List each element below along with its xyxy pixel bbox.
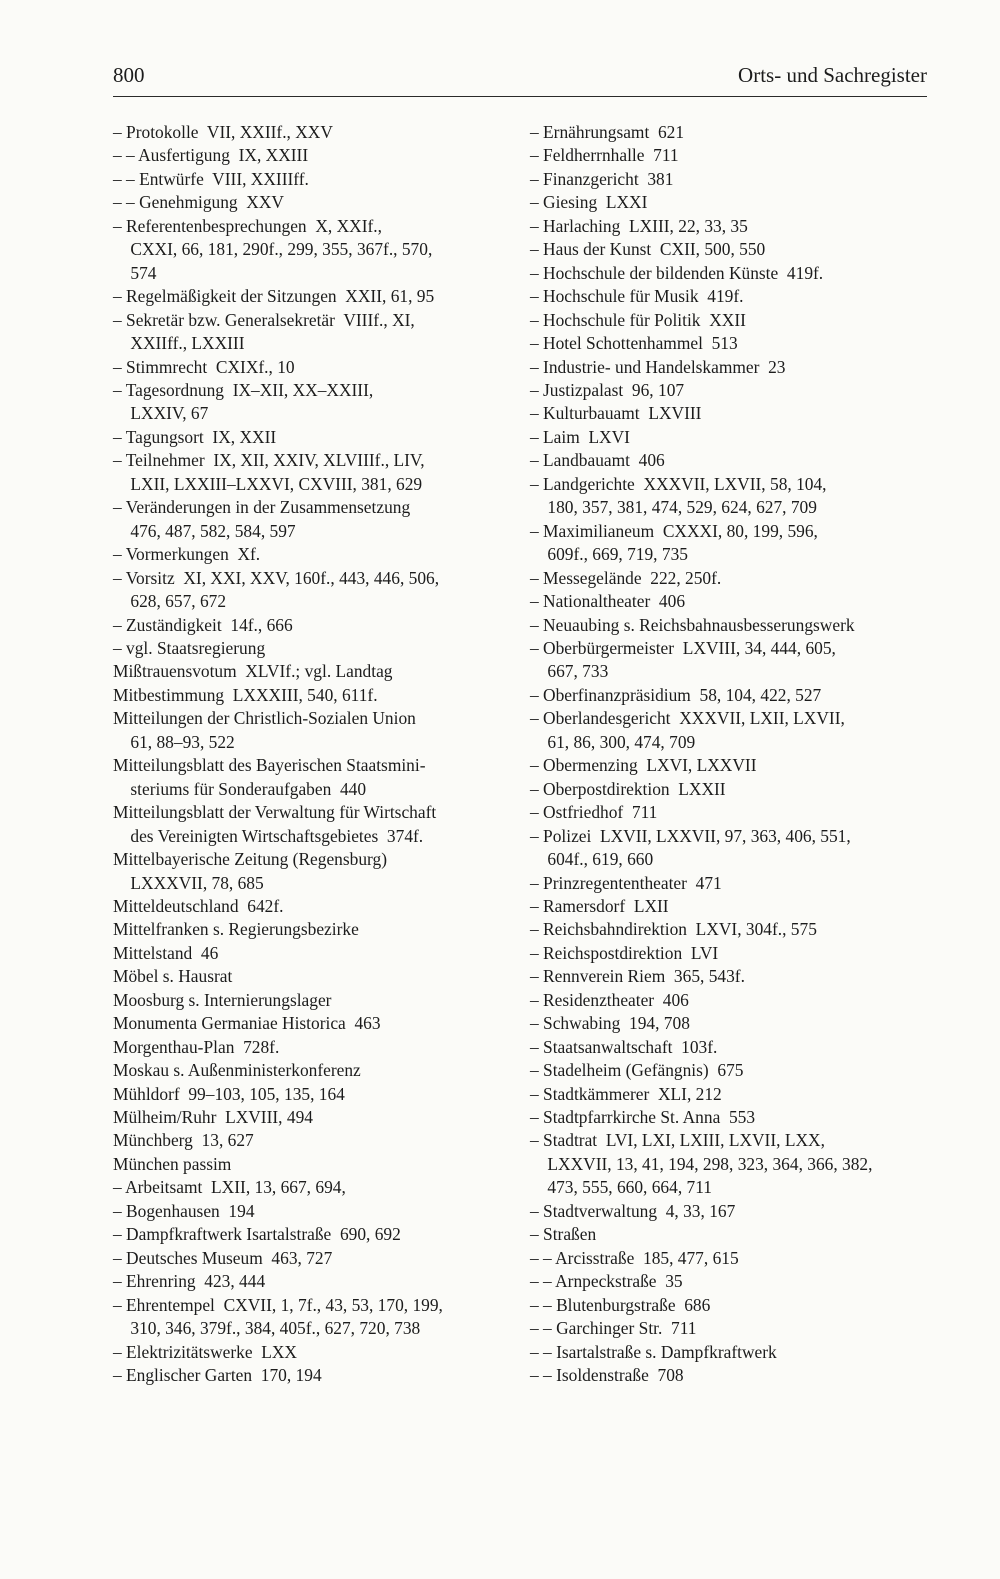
- index-line: – – Genehmigung XXV: [113, 192, 284, 213]
- page-header: [113, 58, 927, 97]
- index-line: – Stadtpfarrkirche St. Anna 553: [530, 1107, 756, 1128]
- index-line: Mittelbayerische Zeitung (Regensburg): [113, 849, 387, 870]
- index-line: – Messegelände 222, 250f.: [530, 567, 722, 588]
- index-line: Mißtrauensvotum XLVIf.; vgl. Landtag: [113, 661, 393, 682]
- index-line: LXXIV, 67: [113, 403, 209, 424]
- index-line: Mühldorf 99–103, 105, 135, 164: [113, 1083, 345, 1104]
- index-line: – – Arcisstraße 185, 477, 615: [530, 1247, 739, 1268]
- index-line: Münchberg 13, 627: [113, 1130, 254, 1151]
- index-line: – Oberfinanzpräsidium 58, 104, 422, 527: [530, 684, 822, 705]
- index-line: – Harlaching LXIII, 22, 33, 35: [530, 215, 748, 236]
- index-line: steriums für Sonderaufgaben 440: [113, 778, 367, 799]
- index-line: – Landgerichte XXXVII, LXVII, 58, 104,: [530, 473, 827, 494]
- index-line: – Sekretär bzw. Generalsekretär VIIIf., XI,: [113, 309, 415, 330]
- index-line: – Teilnehmer IX, XII, XXIV, XLVIIIf., LIV,: [113, 450, 425, 471]
- index-line: 180, 357, 381, 474, 529, 624, 627, 709: [530, 497, 817, 518]
- index-line: – Oberbürgermeister LXVIII, 34, 444, 605,: [530, 637, 836, 658]
- index-line: – Giesing LXXI: [530, 192, 648, 213]
- index-line: 61, 88–93, 522: [113, 731, 235, 752]
- index-line: – Regelmäßigkeit der Sitzungen XXII, 61, 95: [113, 286, 435, 307]
- index-line: – Dampfkraftwerk Isartalstraße 690, 692: [113, 1224, 401, 1245]
- index-line: 628, 657, 672: [113, 591, 227, 612]
- index-line: – Staatsanwaltschaft 103f.: [530, 1036, 718, 1057]
- index-line: 604f., 619, 660: [530, 849, 654, 870]
- index-line: – Hochschule für Politik XXII: [530, 309, 746, 330]
- index-column-right: [530, 121, 930, 1387]
- index-line: – Stadtkämmerer XLI, 212: [530, 1083, 722, 1104]
- index-line: Mitteldeutschland 642f.: [113, 895, 284, 916]
- index-line: LXII, LXXIII–LXXVI, CXVIII, 381, 629: [113, 473, 423, 494]
- index-line: Moosburg s. Internierungslager: [113, 989, 332, 1010]
- index-line: – Hochschule für Musik 419f.: [530, 286, 744, 307]
- index-line: – – Isoldenstraße 708: [530, 1365, 684, 1386]
- index-line: – – Entwürfe VIII, XXIIIff.: [113, 168, 309, 189]
- index-line: – Deutsches Museum 463, 727: [113, 1247, 333, 1268]
- index-line: – Reichsbahndirektion LXVI, 304f., 575: [530, 919, 817, 940]
- index-line: – Maximilianeum CXXXI, 80, 199, 596,: [530, 520, 818, 541]
- index-line: XXIIff., LXXIII: [113, 333, 245, 354]
- index-line: 310, 346, 379f., 384, 405f., 627, 720, 738: [113, 1318, 421, 1339]
- index-line: – Stimmrecht CXIXf., 10: [113, 356, 295, 377]
- index-line: 667, 733: [530, 661, 609, 682]
- index-line: – Hotel Schottenhammel 513: [530, 333, 738, 354]
- index-line: LXXVII, 13, 41, 194, 298, 323, 364, 366, 382,: [530, 1153, 873, 1174]
- index-line: – – Arnpeckstraße 35: [530, 1271, 683, 1292]
- index-line: 473, 555, 660, 664, 711: [530, 1177, 712, 1198]
- index-line: – Finanzgericht 381: [530, 168, 674, 189]
- index-line: Mittelstand 46: [113, 942, 219, 963]
- index-line: – Ehrentempel CXVII, 1, 7f., 43, 53, 170, 199,: [113, 1294, 443, 1315]
- index-line: – Obermenzing LXVI, LXXVII: [530, 755, 757, 776]
- index-line: Mülheim/Ruhr LXVIII, 494: [113, 1107, 313, 1128]
- index-line: 476, 487, 582, 584, 597: [113, 520, 296, 541]
- index-line: – Kulturbauamt LXVIII: [530, 403, 702, 424]
- index-line: – Residenztheater 406: [530, 989, 689, 1010]
- index-line: Moskau s. Außenministerkonferenz: [113, 1060, 361, 1081]
- index-line: – Arbeitsamt LXII, 13, 667, 694,: [113, 1177, 346, 1198]
- index-line: 574: [113, 262, 157, 283]
- index-line: 61, 86, 300, 474, 709: [530, 731, 696, 752]
- index-line: 609f., 669, 719, 735: [530, 544, 688, 565]
- index-line: Mitbestimmung LXXXIII, 540, 611f.: [113, 684, 378, 705]
- index-line: – Protokolle VII, XXIIf., XXV: [113, 122, 333, 142]
- index-line: – Stadtrat LVI, LXI, LXIII, LXVII, LXX,: [530, 1130, 825, 1151]
- index-line: München passim: [113, 1153, 232, 1174]
- index-line: – Rennverein Riem 365, 543f.: [530, 966, 745, 987]
- index-line: – – Ausfertigung IX, XXIII: [113, 145, 309, 166]
- index-line: – Elektrizitätswerke LXX: [113, 1341, 297, 1362]
- index-line: Monumenta Germaniae Historica 463: [113, 1013, 381, 1034]
- index-line: – vgl. Staatsregierung: [113, 637, 266, 658]
- page-number: 800: [113, 63, 145, 87]
- index-line: – – Garchinger Str. 711: [530, 1318, 697, 1339]
- index-line: des Vereinigten Wirtschaftsgebietes 374f.: [113, 825, 424, 846]
- index-line: Mittelfranken s. Regierungsbezirke: [113, 919, 359, 940]
- index-line: – – Isartalstraße s. Dampfkraftwerk: [530, 1341, 777, 1362]
- running-head: Orts- und Sachregister: [738, 63, 927, 87]
- index-line: – Haus der Kunst CXII, 500, 550: [530, 239, 766, 260]
- index-line: – Englischer Garten 170, 194: [113, 1365, 322, 1386]
- index-line: – Tagungsort IX, XXII: [113, 426, 277, 447]
- index-line: Morgenthau-Plan 728f.: [113, 1036, 280, 1057]
- index-line: – Vormerkungen Xf.: [113, 544, 261, 565]
- index-line: – Ostfriedhof 711: [530, 802, 658, 823]
- index-column-left: [113, 121, 493, 1387]
- index-line: – Schwabing 194, 708: [530, 1013, 690, 1034]
- index-line: – Oberpostdirektion LXXII: [530, 778, 726, 799]
- index-line: – Ramersdorf LXII: [530, 895, 669, 916]
- index-line: – Ernährungsamt 621: [530, 122, 685, 142]
- index-line: Möbel s. Hausrat: [113, 966, 233, 987]
- index-line: – Industrie- und Handelskammer 23: [530, 356, 786, 377]
- index-line: – Zuständigkeit 14f., 666: [113, 614, 293, 635]
- index-line: – Stadtverwaltung 4, 33, 167: [530, 1200, 736, 1221]
- index-line: – Nationaltheater 406: [530, 591, 686, 612]
- index-line: – Ehrenring 423, 444: [113, 1271, 266, 1292]
- index-line: LXXXVII, 78, 685: [113, 872, 264, 893]
- index-line: – Landbauamt 406: [530, 450, 665, 471]
- index-line: – Prinzregententheater 471: [530, 872, 722, 893]
- index-line: – Reichspostdirektion LVI: [530, 942, 719, 963]
- index-line: – – Blutenburgstraße 686: [530, 1294, 711, 1315]
- index-line: Mitteilungsblatt der Verwaltung für Wirtschaft: [113, 802, 437, 823]
- index-line: – Stadelheim (Gefängnis) 675: [530, 1060, 744, 1081]
- index-line: – Polizei LXVII, LXXVII, 97, 363, 406, 551,: [530, 825, 851, 846]
- index-line: CXXI, 66, 181, 290f., 299, 355, 367f., 570,: [113, 239, 433, 260]
- index-line: – Oberlandesgericht XXXVII, LXII, LXVII,: [530, 708, 845, 729]
- index-line: Mitteilungsblatt des Bayerischen Staatsmini-: [113, 755, 426, 776]
- index-line: – Laim LXVI: [530, 426, 630, 447]
- index-line: – Vorsitz XI, XXI, XXV, 160f., 443, 446, 506,: [113, 567, 440, 588]
- index-line: – Feldherrnhalle 711: [530, 145, 679, 166]
- index-line: – Neuaubing s. Reichsbahnausbesserungswerk: [530, 614, 855, 635]
- index-line: – Justizpalast 96, 107: [530, 379, 685, 400]
- index-line: – Bogenhausen 194: [113, 1200, 255, 1221]
- index-line: – Tagesordnung IX–XII, XX–XXIII,: [113, 379, 374, 400]
- index-line: – Referentenbesprechungen X, XXIf.,: [113, 215, 382, 236]
- index-line: – Hochschule der bildenden Künste 419f.: [530, 262, 824, 283]
- index-line: Mitteilungen der Christlich-Sozialen Union: [113, 708, 416, 729]
- index-line: – Veränderungen in der Zusammensetzung: [113, 497, 411, 518]
- index-line: – Straßen: [530, 1224, 597, 1245]
